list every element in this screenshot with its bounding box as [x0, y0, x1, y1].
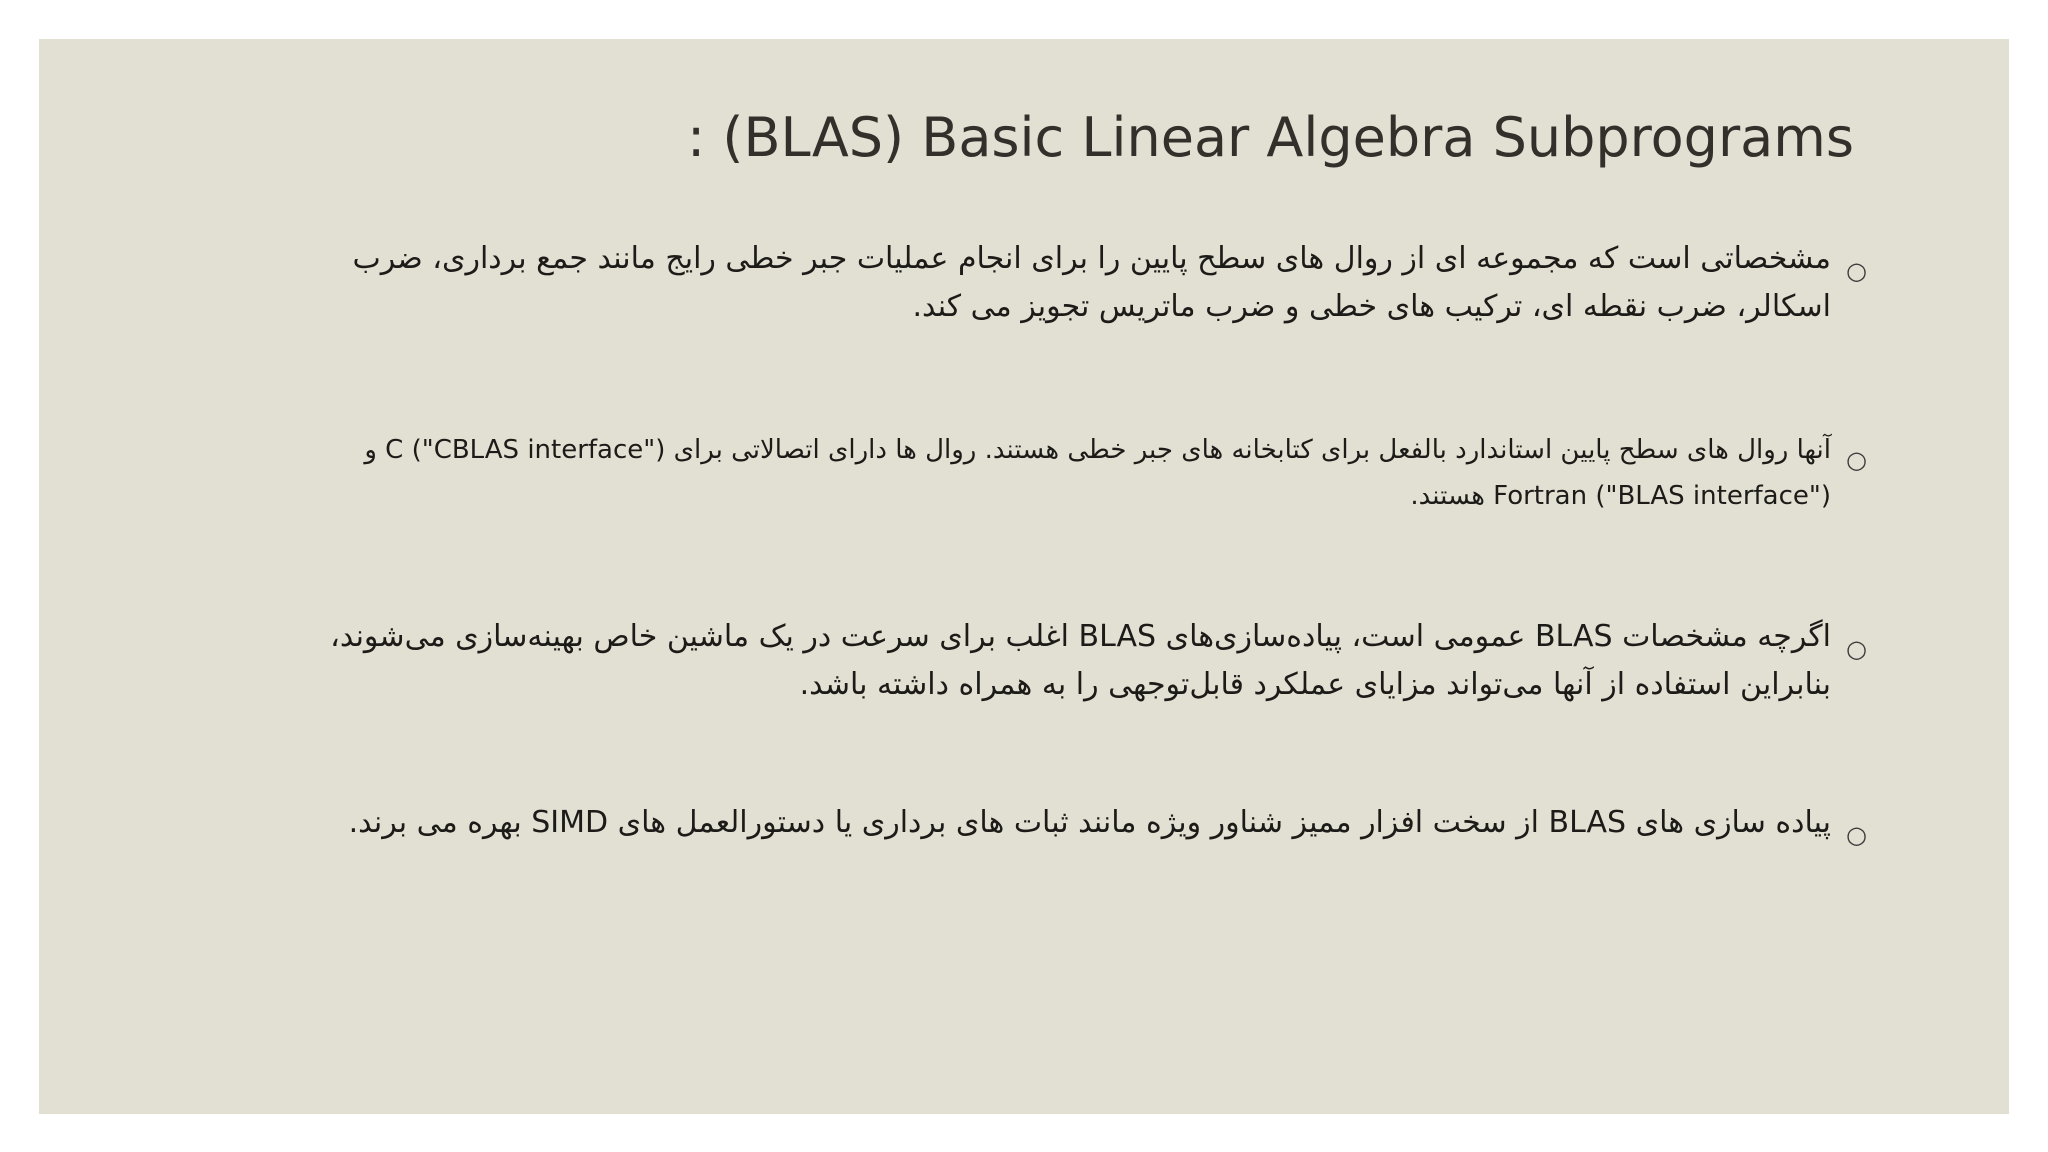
circle-bullet-icon: ○: [1846, 821, 1867, 849]
circle-bullet-icon: ○: [1846, 257, 1867, 285]
slide-title: : (BLAS) Basic Linear Algebra Subprograms: [687, 106, 1854, 169]
bullet-item: [291, 427, 1867, 519]
bullet-text: اگرچه مشخصات BLAS عمومی است، پیاده‌سازی‌های BLAS اغلب برای سرعت در یک ماشین خاص بهینه‌سازی می‌شوند، بنابراین استفاده از آنها می‌تواند مزایای عملکرد قابل‌توجهی را به همراه داشته باشد.: [330, 619, 1831, 702]
slide: [39, 39, 2009, 1114]
bullet-item: [291, 613, 1867, 709]
bullet-text: پیاده سازی های BLAS از سخت افزار ممیز شناور ویژه مانند ثبات های برداری یا دستورالعمل های SIMD بهره می برند.: [348, 805, 1831, 840]
bullet-item: [291, 799, 1867, 849]
circle-bullet-icon: ○: [1846, 446, 1867, 474]
bullet-text: مشخصاتی است که مجموعه ای از روال های سطح پایین را برای انجام عملیات جبر خطی رایج مانند جمع برداری، ضرب اسکالر، ضرب نقطه ای، ترکیب های خطی و ضرب ماتریس تجویز می کند.: [352, 241, 1831, 324]
bullet-list: [39, 39, 2009, 1114]
circle-bullet-icon: ○: [1846, 635, 1867, 663]
bullet-item: [311, 235, 1867, 331]
bullet-text: آنها روال های سطح پایین استاندارد بالفعل برای کتابخانه های جبر خطی هستند. روال ها دارای اتصالاتی برای C ("CBLAS interface") و Fortran ("BLAS interface") هستند.: [364, 435, 1831, 511]
